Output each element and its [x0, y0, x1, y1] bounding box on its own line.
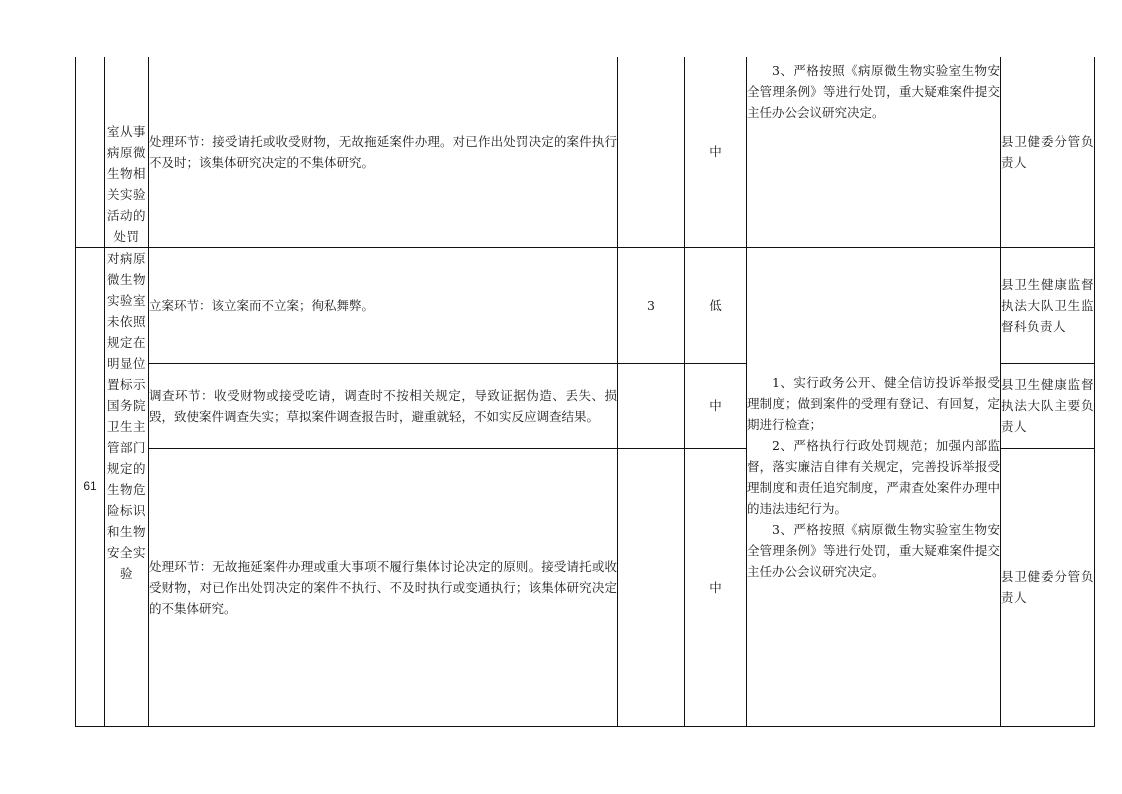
- responsible-person-cell: 县卫健委分管负责人: [1001, 448, 1095, 726]
- risk-level-cell: 中: [685, 448, 747, 726]
- row-index-cell: [76, 57, 105, 247]
- risk-point-cell: 处理环节：无故拖延案件办理或重大事项不履行集体讨论决定的原则。接受请托或收受财物，对已作出处罚决定的案件不执行、不及时执行或变通执行；该集体研究决定的不集体研究。: [149, 448, 618, 726]
- item-name-cell: 对病原微生物实验室未依照规定在明显位置标示国务院卫生主管部门规定的生物危险标识和生物安全实验: [105, 247, 149, 726]
- responsible-person-cell: 县卫健委分管负责人: [1001, 57, 1095, 247]
- responsible-person-cell: 县卫生健康监督执法大队主要负责人: [1001, 363, 1095, 448]
- risk-point-cell: 处理环节：接受请托或收受财物，无故拖延案件办理。对已作出处罚决定的案件执行不及时；该集体研究决定的不集体研究。: [149, 57, 618, 247]
- risk-level-cell: 中: [685, 57, 747, 247]
- measure-text: 3、严格按照《病原微生物实验室生物安全管理条例》等进行处罚，重大疑难案件提交主任办公会议研究决定。: [747, 63, 1000, 120]
- risk-score-cell: [618, 448, 685, 726]
- risk-point-cell: 调查环节：收受财物或接受吃请，调查时不按相关规定，导致证据伪造、丢失、损毁，致使案件调查失实；草拟案件调查报告时，避重就轻，不如实反应调查结果。: [149, 363, 618, 448]
- control-measures-cell: [747, 57, 1001, 247]
- row-index-cell: 61: [76, 247, 105, 726]
- table-row: [76, 57, 1095, 247]
- measure-text: 2、严格执行行政处罚规范；加强内部监督，落实廉洁自律有关规定，完善投诉举报受理制度和责任追究制度，严肃查处案件办理中的违法违纪行为。: [747, 437, 1000, 516]
- measure-text: 3、严格按照《病原微生物实验室生物安全管理条例》等进行处罚，重大疑难案件提交主任办公会议研究决定。: [747, 521, 1000, 579]
- measure-text: 1、实行政务公开、健全信访投诉举报受理制度；做到案件的受理有登记、有回复，定期进行检查；: [747, 374, 1000, 432]
- risk-score-cell: [618, 363, 685, 448]
- item-name-cell: 室从事病原微生物相关实验活动的处罚: [105, 57, 149, 247]
- responsible-person-cell: 县卫生健康监督执法大队卫生监督科负责人: [1001, 247, 1095, 363]
- risk-control-table: [75, 57, 1095, 727]
- risk-level-cell: 中: [685, 363, 747, 448]
- control-measures-cell: [747, 247, 1001, 726]
- table-row: [76, 247, 1095, 363]
- risk-point-cell: 立案环节：该立案而不立案；徇私舞弊。: [149, 247, 618, 363]
- risk-level-cell: 低: [685, 247, 747, 363]
- risk-score-cell: [618, 57, 685, 247]
- risk-score-cell: 3: [618, 247, 685, 363]
